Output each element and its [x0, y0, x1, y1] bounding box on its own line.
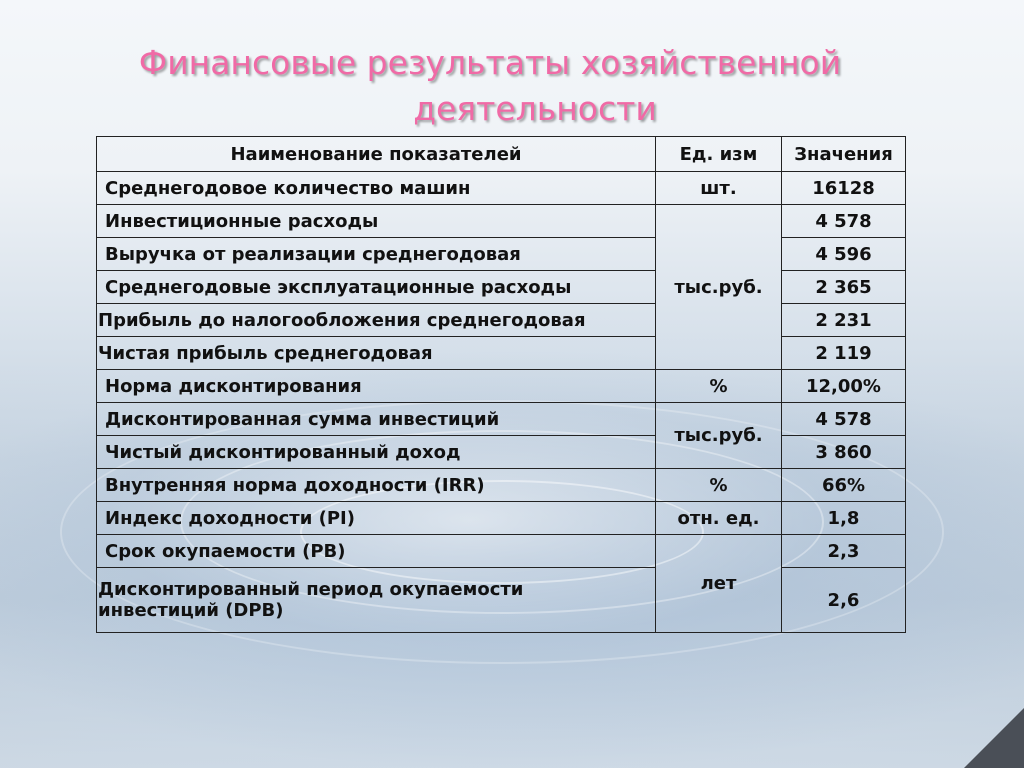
row-value: 2 365 — [782, 271, 906, 304]
row-name: Инвестиционные расходы — [97, 205, 656, 238]
row-name: Норма дисконтирования — [97, 370, 656, 403]
row-unit-merged: тыс.руб. — [656, 205, 782, 370]
row-unit: % — [656, 469, 782, 502]
table-row — [97, 469, 906, 502]
column-header-unit: Ед. изм — [656, 137, 782, 172]
row-name: Среднегодовое количество машин — [97, 172, 656, 205]
row-unit: отн. ед. — [656, 502, 782, 535]
table-row — [97, 271, 906, 304]
row-value: 12,00% — [782, 370, 906, 403]
row-name: Чистая прибыль среднегодовая — [97, 337, 656, 370]
row-unit: шт. — [656, 172, 782, 205]
row-name: Среднегодовые эксплуатационные расходы — [97, 271, 656, 304]
table-row — [97, 436, 906, 469]
table-row — [97, 568, 906, 633]
row-name: Выручка от реализации среднегодовая — [97, 238, 656, 271]
row-value: 4 578 — [782, 403, 906, 436]
table-header-row — [97, 137, 906, 172]
row-unit: % — [656, 370, 782, 403]
table-row — [97, 370, 906, 403]
row-name: Дисконтированная сумма инвестиций — [97, 403, 656, 436]
row-value: 4 596 — [782, 238, 906, 271]
page-corner-decoration — [964, 708, 1024, 768]
row-value: 3 860 — [782, 436, 906, 469]
table-row — [97, 205, 906, 238]
row-value: 2 231 — [782, 304, 906, 337]
slide-title-line-2: деятельности — [413, 89, 657, 128]
row-name: Прибыль до налогообложения среднегодовая — [97, 304, 656, 337]
row-value: 16128 — [782, 172, 906, 205]
financial-results-table — [96, 136, 906, 633]
slide-title-line-1: Финансовые результаты хозяйственной — [138, 43, 842, 82]
row-value: 66% — [782, 469, 906, 502]
table-row — [97, 337, 906, 370]
column-header-name: Наименование показателей — [97, 137, 656, 172]
row-unit-merged: тыс.руб. — [656, 403, 782, 469]
table-row — [97, 403, 906, 436]
table-row — [97, 172, 906, 205]
row-value: 4 578 — [782, 205, 906, 238]
column-header-value: Значения — [782, 137, 906, 172]
row-unit-merged: лет — [656, 535, 782, 633]
row-value: 1,8 — [782, 502, 906, 535]
row-name: Срок окупаемости (PB) — [97, 535, 656, 568]
table-row — [97, 502, 906, 535]
row-name: Индекс доходности (PI) — [97, 502, 656, 535]
row-value: 2 119 — [782, 337, 906, 370]
table-row — [97, 238, 906, 271]
row-value: 2,3 — [782, 535, 906, 568]
row-name: Чистый дисконтированный доход — [97, 436, 656, 469]
slide-title — [100, 40, 880, 132]
row-name: Внутренняя норма доходности (IRR) — [97, 469, 656, 502]
row-value: 2,6 — [782, 568, 906, 633]
table-row — [97, 535, 906, 568]
table-row — [97, 304, 906, 337]
row-name: Дисконтированный период окупаемости инвестиций (DPB) — [97, 568, 656, 633]
